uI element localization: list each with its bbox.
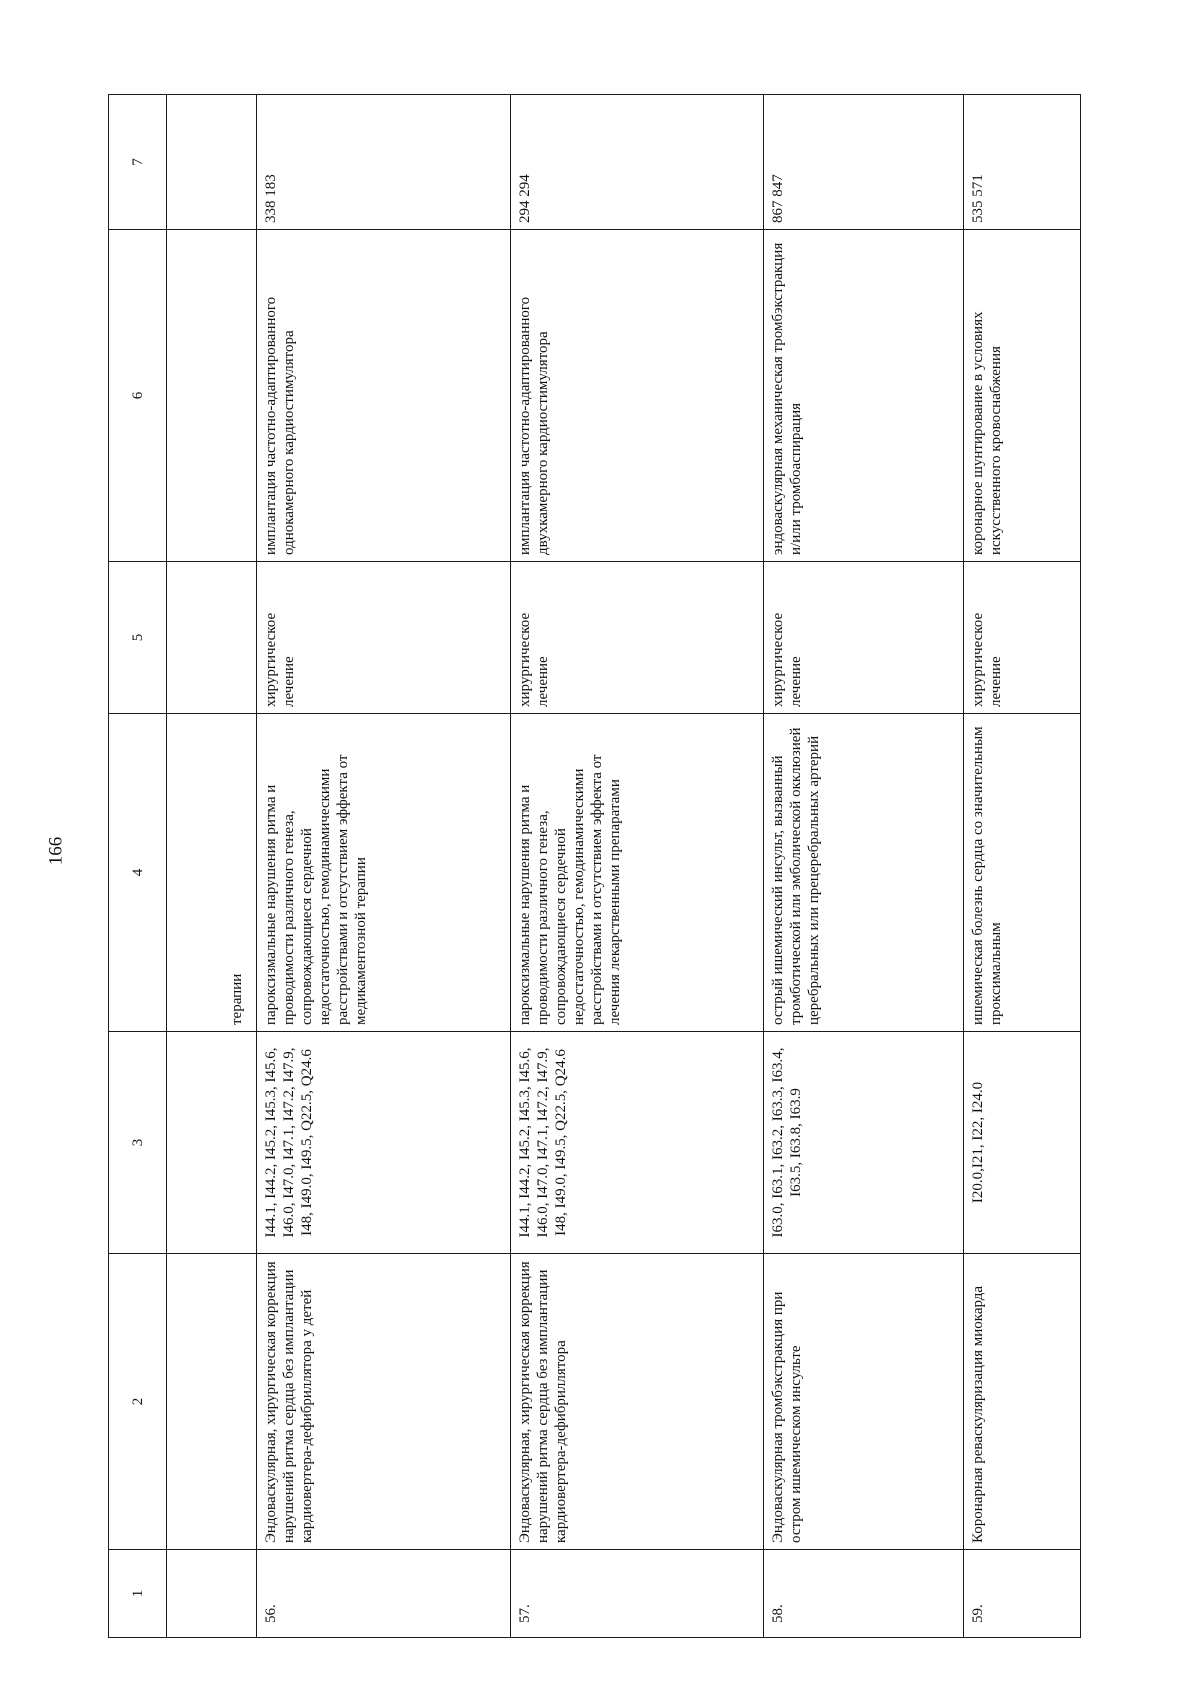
column-number: 5 (109, 562, 167, 714)
table-row (257, 95, 511, 1638)
procedure-name: Эндоваскулярная, хирургическая коррекция нарушений ритма сердца без имплантации кардиовертера-дефибриллятора у детей (257, 1254, 511, 1550)
diagnosis-codes: I63.0, I63.1, I63.2, I63.3, I63.4, I63.5, I63.8, I63.9 (764, 1032, 964, 1254)
cost: 535 571 (964, 95, 1081, 230)
cost: 294 294 (511, 95, 764, 230)
column-number-row (109, 95, 167, 1638)
column-number: 4 (109, 714, 167, 1032)
table-row (964, 95, 1081, 1638)
continuation-text: терапии (167, 714, 257, 1032)
procedure-name: Эндоваскулярная, хирургическая коррекция нарушений ритма сердца без имплантации кардиовертера-дефибриллятора (511, 1254, 764, 1550)
cost: 338 183 (257, 95, 511, 230)
patient-model: пароксизмальные нарушения ритма и проводимости различного генеза, сопровождающиеся сердечной недостаточностью, гемодинамическими расстройствами и отсутствием эффекта от лечения лекарственными препаратами (511, 714, 764, 1032)
continuation-row (167, 95, 257, 1638)
treatment-type: хирургическое лечение (764, 562, 964, 714)
table-row (511, 95, 764, 1638)
treatment-method: имплантация частотно-адаптированного однокамерного кардиостимулятора (257, 230, 511, 562)
treatment-type: хирургическое лечение (257, 562, 511, 714)
diagnosis-codes: I44.1, I44.2, I45.2, I45.3, I45.6, I46.0, I47.0, I47.1, I47.2, I47.9, I48, I49.0, I49.5, Q22.5, Q24.6 (511, 1032, 764, 1254)
diagnosis-codes: I44.1, I44.2, I45.2, I45.3, I45.6, I46.0, I47.0, I47.1, I47.2, I47.9, I48, I49.0, I49.5, Q22.5, Q24.6 (257, 1032, 511, 1254)
row-number: 56. (257, 1550, 511, 1638)
procedures-table (108, 94, 1081, 1638)
column-number: 7 (109, 95, 167, 230)
column-number: 6 (109, 230, 167, 562)
column-number: 2 (109, 1254, 167, 1550)
diagnosis-codes: I20.0,I21, I22, I24.0 (964, 1032, 1081, 1254)
patient-model: пароксизмальные нарушения ритма и проводимости различного генеза, сопровождающиеся сердечной недостаточностью, гемодинамическими расстройствами и отсутствием эффекта от медикаментозной терапии (257, 714, 511, 1032)
row-number: 57. (511, 1550, 764, 1638)
page-number: 166 (45, 836, 67, 866)
treatment-type: хирургическое лечение (964, 562, 1081, 714)
treatment-method: коронарное шунтирование в условиях искусственного кровоснабжения (964, 230, 1081, 562)
cost: 867 847 (764, 95, 964, 230)
treatment-method: имплантация частотно-адаптированного двухкамерного кардиостимулятора (511, 230, 764, 562)
treatment-type: хирургическое лечение (511, 562, 764, 714)
table-row (764, 95, 964, 1638)
column-number: 3 (109, 1032, 167, 1254)
treatment-method: эндоваскулярная механическая тромбэкстракция и/или тромбоаспирация (764, 230, 964, 562)
procedure-name: Коронарная реваскуляризация миокарда (964, 1254, 1081, 1550)
row-number: 58. (764, 1550, 964, 1638)
patient-model: ишемическая болезнь сердца со значительным проксимальным (964, 714, 1081, 1032)
row-number: 59. (964, 1550, 1081, 1638)
procedure-name: Эндоваскулярная тромбэкстракция при остром ишемическом инсульте (764, 1254, 964, 1550)
column-number: 1 (109, 1550, 167, 1638)
rotated-table-container (108, 95, 1080, 1638)
patient-model: острый ишемический инсульт, вызванный тромботической или эмболической окклюзией церебральных или прецеребральных артерий (764, 714, 964, 1032)
